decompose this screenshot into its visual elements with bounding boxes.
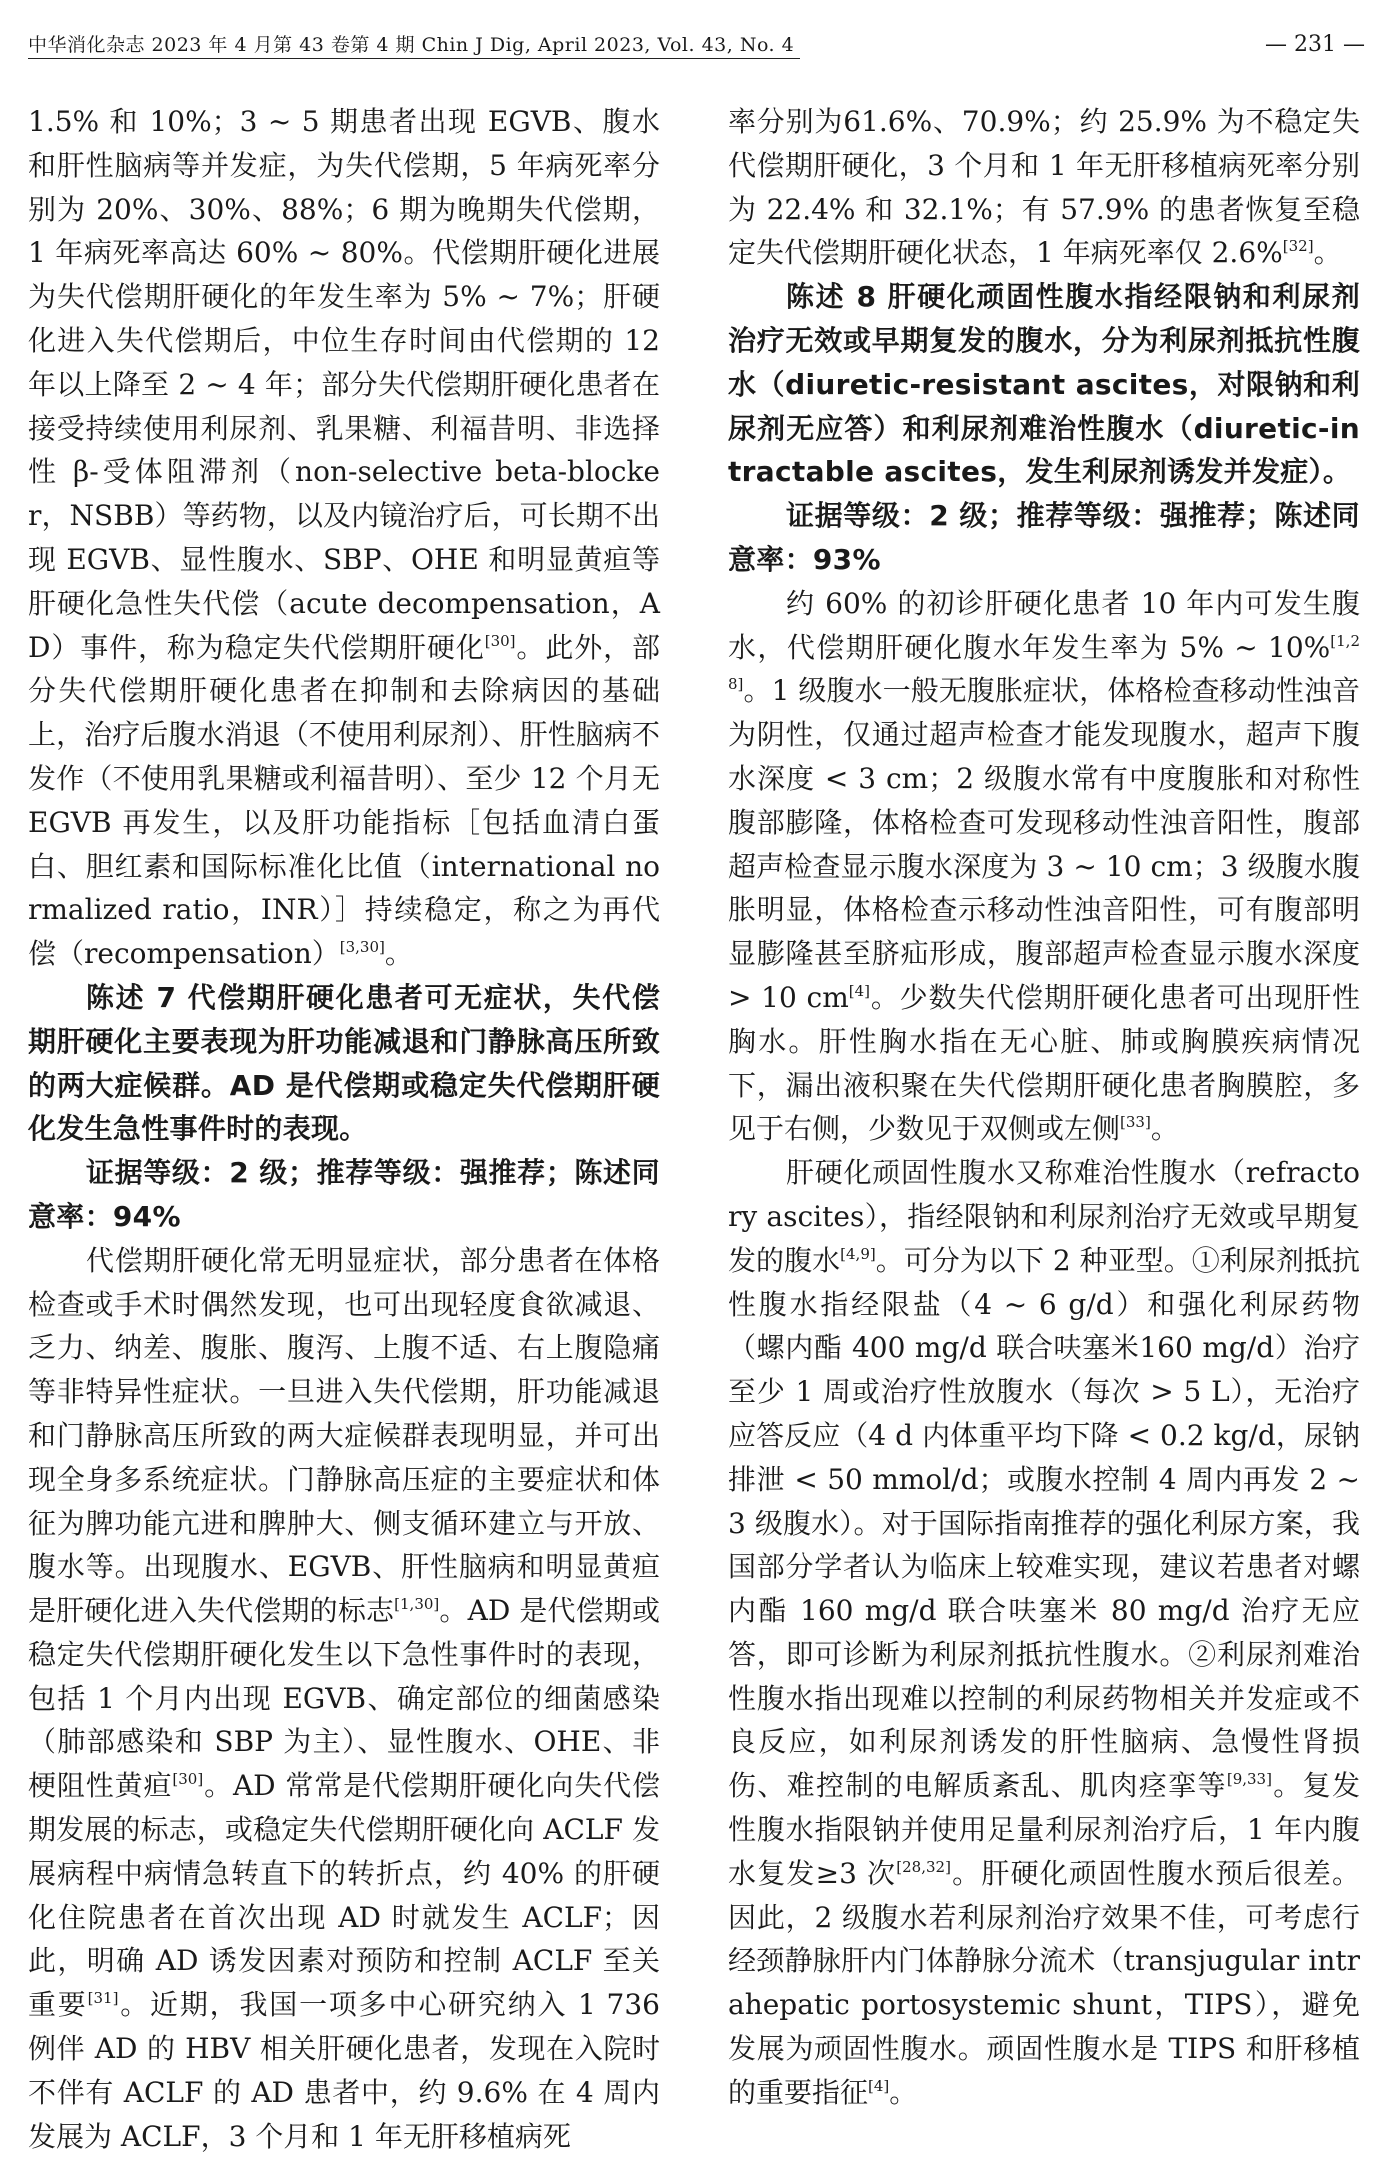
running-header xyxy=(28,18,1365,64)
citation-ref: [30] xyxy=(484,631,516,650)
citation-ref: [4] xyxy=(848,981,871,1000)
citation-ref: [30] xyxy=(172,1770,204,1789)
paragraph-symptoms: 代偿期肝硬化常无明显症状，部分患者在体格检查或手术时偶然发现，也可出现轻度食欲减退、乏力、纳差、腹胀、腹泻、上腹不适、右上腹隐痛等非特异性症状。一旦进入失代偿期，肝功能减退和门静脉高压所致的两大症候群表现明显，并可出现全身多系统症状。门静脉高压症的主要症状和体征为脾功能亢进和脾肿大、侧支循环建立与开放、腹水等。出现腹水、EGVB、肝性脑病和明显黄疸是肝硬化进入失代偿期的标志[1,30]。AD 是代偿期或稳定失代偿期肝硬化发生以下急性事件时的表现，包括 1 个月内出现 EGVB、确定部位的细菌感染（肺部感染和 SBP 为主）、显性腹水、OHE、非梗阻性黄疸[30]。AD 常常是代偿期肝硬化向失代偿期发展的标志，或稳定失代偿期肝硬化向 ACLF 发展病程中病情急转直下的转折点，约 40% 的肝硬化住院患者在首次出现 AD 时就发生 ACLF；因此，明确 AD 诱发因素对预防和控制 ACLF 至关重要[31]。近期，我国一项多中心研究纳入 1 736 例伴 AD 的 HBV 相关肝硬化患者，发现在入院时不伴有 ACLF 的 AD 患者中，约 9.6% 在 4 周内发展为 ACLF，3 个月和 1 年无肝移植病死 xyxy=(28,1243,660,2153)
journal-citation-line: 中华消化杂志 2023 年 4 月第 43 卷第 4 期 Chin J Dig, April 2023, Vol. 43, No. 4 xyxy=(28,34,795,56)
page-number: — 231 — xyxy=(1265,32,1365,57)
citation-ref: [28,32] xyxy=(896,1857,951,1876)
evidence-grade-8: 证据等级：2 级；推荐等级：强推荐；陈述同意率：93% xyxy=(728,499,1360,576)
citation-ref: [1,30] xyxy=(394,1595,440,1614)
citation-ref: [4] xyxy=(868,2076,890,2095)
citation-ref: [31] xyxy=(87,1989,119,2008)
paragraph-staging-continued: 1.5% 和 10%；3 ~ 5 期患者出现 EGVB、腹水和肝性脑病等并发症，为失代偿期，5 年病死率分别为 20%、30%、88%；6 期为晚期失代偿期，1 年病死率高达 60% ~ 80%。代偿期肝硬化进展为失代偿期肝硬化的年发生率为 5% ~ 7%；肝硬化进入失代偿期后，中位生存时间由代偿期的 12 年以上降至 2 ~ 4 年；部分失代偿期肝硬化患者在接受持续使用利尿剂、乳果糖、利福昔明、非选择性 β-受体阻滞剂（non-selective beta-blocker，NSBB）等药物，以及内镜治疗后，可长期不出现 EGVB、显性腹水、SBP、OHE 和明显黄疸等肝硬化急性失代偿（acute decompensation，AD）事件，称为稳定失代偿期肝硬化[30]。此外，部分失代偿期肝硬化患者在抑制和去除病因的基础上，治疗后腹水消退（不使用利尿剂）、肝性脑病不发作（不使用乳果糖或利福昔明）、至少 12 个月无 EGVB 再发生，以及肝功能指标［包括血清白蛋白、胆红素和国际标准化比值（international normalized ratio，INR）］持续稳定，称之为再代偿（recompensation）[3,30]。 xyxy=(28,105,660,971)
left-column xyxy=(28,100,660,2153)
paragraph-refractory-ascites: 肝硬化顽固性腹水又称难治性腹水（refractory ascites），指经限钠和利尿剂治疗无效或早期复发的腹水[4,9]。可分为以下 2 种亚型。①利尿剂抵抗性腹水指经限盐（4 ~ 6 g/d）和强化利尿药物（螺内酯 400 mg/d 联合呋塞米160 mg/d）治疗至少 1 周或治疗性放腹水（每次 > 5 L），无治疗应答反应（4 d 内体重平均下降 < 0.2 kg/d，尿钠排泄 < 50 mmol/d；或腹水控制 4 周内再发 2 ~ 3 级腹水）。对于国际指南推荐的强化利尿方案，我国部分学者认为临床上较难实现，建议若患者对螺内酯 160 mg/d 联合呋塞米 80 mg/d 治疗无应答，即可诊断为利尿剂抵抗性腹水。②利尿剂难治性腹水指出现难以控制的利尿药物相关并发症或不良反应，如利尿剂诱发的肝性脑病、急慢性肾损伤、难控制的电解质紊乱、肌肉痉挛等[9,33]。复发性腹水指限钠并使用足量利尿剂治疗后，1 年内腹水复发≥3 次[28,32]。肝硬化顽固性腹水预后很差。因此，2 级腹水若利尿剂治疗效果不佳，可考虑行经颈静脉肝内门体静脉分流术（transjugular intrahepatic portosystemic shunt，TIPS），避免发展为顽固性腹水。顽固性腹水是 TIPS 和肝移植的重要指征[4]。 xyxy=(728,1156,1360,2109)
citation-ref: [3,30] xyxy=(339,938,385,957)
citation-ref: [32] xyxy=(1282,237,1314,256)
right-column xyxy=(728,100,1360,2109)
evidence-grade-7: 证据等级：2 级；推荐等级：强推荐；陈述同意率：94% xyxy=(28,1156,660,1233)
statement-8: 陈述 8 肝硬化顽固性腹水指经限钠和利尿剂治疗无效或早期复发的腹水，分为利尿剂抵抗性腹水（diuretic-resistant ascites，对限钠和利尿剂无应答）和利尿剂难治性腹水（diuretic-intractable ascites，发生利尿剂诱发并发症）。 xyxy=(728,280,1360,489)
citation-ref: [9,33] xyxy=(1226,1770,1272,1789)
citation-ref: [33] xyxy=(1120,1113,1151,1132)
header-rule xyxy=(28,58,800,59)
paragraph-mortality-continued: 率分别为61.6%、70.9%；约 25.9% 为不稳定失代偿期肝硬化，3 个月和 1 年无肝移植病死率分别为 22.4% 和 32.1%；有 57.9% 的患者恢复至稳定失代偿期肝硬化状态，1 年病死率仅 2.6%[32]。 xyxy=(728,105,1360,270)
citation-ref: [4,9] xyxy=(840,1244,876,1263)
citation-ref: [1,28] xyxy=(728,631,1360,694)
paragraph-ascites-grading: 约 60% 的初诊肝硬化患者 10 年内可发生腹水，代偿期肝硬化腹水年发生率为 5% ~ 10%[1,28]。1 级腹水一般无腹胀症状，体格检查移动性浊音为阴性，仅通过超声检查才能发现腹水，超声下腹水深度 < 3 cm；2 级腹水常有中度腹胀和对称性腹部膨隆，体格检查可发现移动性浊音阳性，腹部超声检查显示腹水深度为 3 ~ 10 cm；3 级腹水腹胀明显，体格检查示移动性浊音阳性，可有腹部明显膨隆甚至脐疝形成，腹部超声检查显示腹水深度 > 10 cm[4]。少数失代偿期肝硬化患者可出现肝性胸水。肝性胸水指在无心脏、肺或胸膜疾病情况下，漏出液积聚在失代偿期肝硬化患者胸膜腔，多见于右侧，少数见于双侧或左侧[33]。 xyxy=(728,586,1360,1146)
statement-7: 陈述 7 代偿期肝硬化患者可无症状，失代偿期肝硬化主要表现为肝功能减退和门静脉高压所致的两大症候群。AD 是代偿期或稳定失代偿期肝硬化发生急性事件时的表现。 xyxy=(28,980,660,1146)
